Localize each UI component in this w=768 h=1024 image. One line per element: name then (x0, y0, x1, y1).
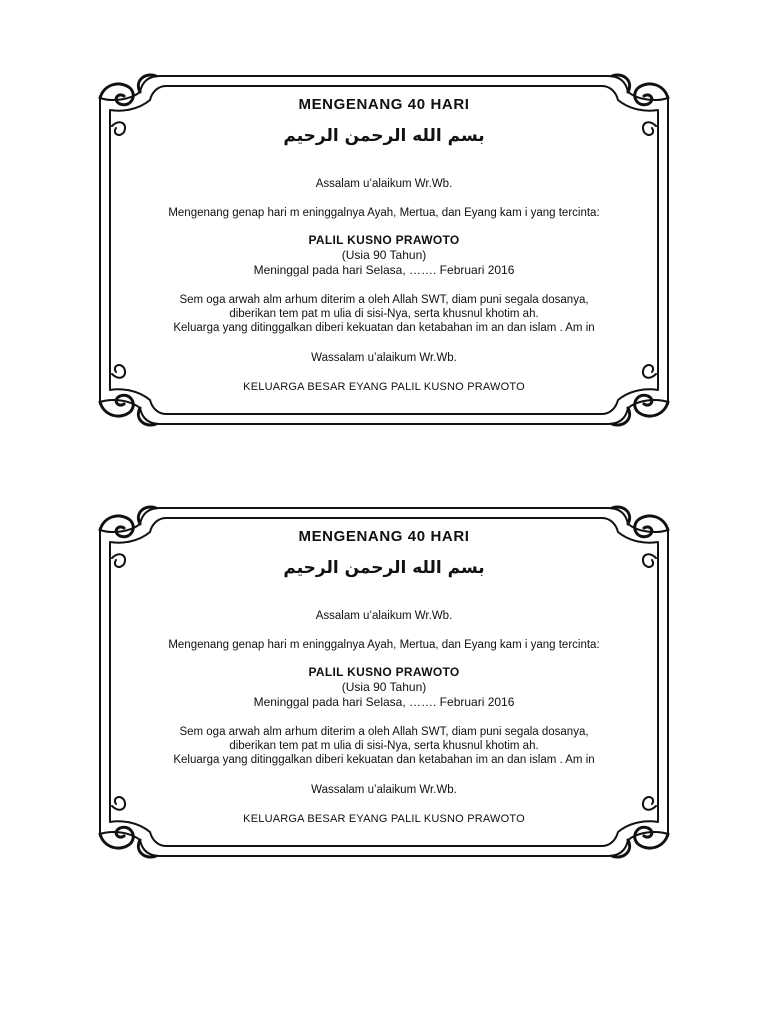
prayer-line: Sem oga arwah alm arhum diterim a oleh Allah SWT, diam puni segala dosanya, (179, 294, 589, 306)
prayer-line: Keluarga yang ditinggalkan diberi kekuatan dan ketabahan im an dan islam . Am in (173, 322, 595, 334)
memorial-card (90, 502, 678, 862)
prayer-line: diberikan tem pat m ulia di sisi-Nya, serta khusnul khotim ah. (229, 740, 539, 752)
deceased-name: PALIL KUSNO PRAWOTO (308, 665, 460, 679)
family-signature: KELUARGA BESAR EYANG PALIL KUSNO PRAWOTO (243, 381, 525, 393)
date-of-death: Meninggal pada hari Selasa, ……. Februari 2016 (253, 695, 515, 709)
closing-greeting: Wassalam u’alaikum Wr.Wb. (311, 352, 457, 364)
greeting: Assalam u’alaikum Wr.Wb. (315, 610, 453, 622)
deceased-name: PALIL KUSNO PRAWOTO (308, 233, 460, 247)
deceased-age: (Usia 90 Tahun) (341, 248, 427, 262)
greeting: Assalam u’alaikum Wr.Wb. (315, 178, 453, 190)
basmala-calligraphy: بسم الله الرحمن الرحيم (283, 126, 485, 146)
intro-text: Mengenang genap hari m eninggalnya Ayah, Mertua, dan Eyang kam i yang tercinta: (168, 639, 600, 651)
prayer-line: Sem oga arwah alm arhum diterim a oleh Allah SWT, diam puni segala dosanya, (179, 726, 589, 738)
card-title: MENGENANG 40 HARI (298, 528, 470, 545)
intro-text: Mengenang genap hari m eninggalnya Ayah, Mertua, dan Eyang kam i yang tercinta: (168, 207, 600, 219)
family-signature: KELUARGA BESAR EYANG PALIL KUSNO PRAWOTO (243, 813, 525, 825)
prayer-line: diberikan tem pat m ulia di sisi-Nya, serta khusnul khotim ah. (229, 308, 539, 320)
memorial-card (90, 70, 678, 430)
date-of-death: Meninggal pada hari Selasa, ……. Februari 2016 (253, 263, 515, 277)
card-title: MENGENANG 40 HARI (298, 96, 470, 113)
closing-greeting: Wassalam u’alaikum Wr.Wb. (311, 784, 457, 796)
prayer-line: Keluarga yang ditinggalkan diberi kekuatan dan ketabahan im an dan islam . Am in (173, 754, 595, 766)
basmala-calligraphy: بسم الله الرحمن الرحيم (283, 558, 485, 578)
deceased-age: (Usia 90 Tahun) (341, 680, 427, 694)
